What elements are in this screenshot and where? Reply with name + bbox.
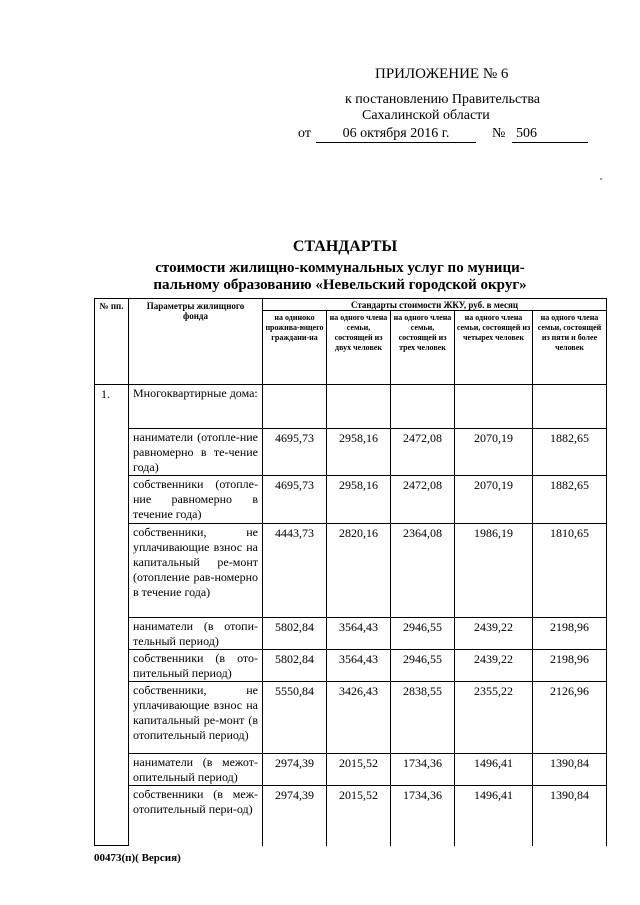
number-label: № bbox=[492, 126, 506, 141]
cell-five-plus: 2126,96 bbox=[533, 682, 607, 754]
row-label: собственники (в меж-отопительный пери-од) bbox=[129, 786, 263, 846]
cell-five-plus: 1882,65 bbox=[533, 429, 607, 476]
document-version: 00473(п)( Версия) bbox=[94, 852, 181, 864]
cell-five-plus: 2198,96 bbox=[533, 618, 607, 650]
table-row bbox=[95, 786, 607, 846]
header-col-two: на одного члена семьи, состоящей из двух человек bbox=[327, 311, 391, 385]
cell-four: 1496,41 bbox=[455, 754, 533, 786]
cell-two: 2958,16 bbox=[327, 429, 391, 476]
cell-four: 2439,22 bbox=[455, 618, 533, 650]
subtitle-line-1: стоимости жилищно-коммунальных услуг по муници- bbox=[155, 260, 525, 276]
cell-four: 1496,41 bbox=[455, 786, 533, 846]
decree-number: 506 bbox=[512, 126, 588, 143]
table-row bbox=[95, 524, 607, 618]
cell-three: 1734,36 bbox=[391, 786, 455, 846]
cell-two: 2820,16 bbox=[327, 524, 391, 618]
header-col-five-plus: на одного члена семьи, состоящей из пяти и более человек bbox=[533, 311, 607, 385]
cell-single: 2974,39 bbox=[263, 786, 327, 846]
cell-two: 2015,52 bbox=[327, 754, 391, 786]
table-row bbox=[95, 650, 607, 682]
header-col-single: на одиноко прожива-ющего граждани-на bbox=[263, 311, 327, 385]
row-label: наниматели (в отопи-тельный период) bbox=[129, 618, 263, 650]
cell-five-plus: 2198,96 bbox=[533, 650, 607, 682]
date-from-label: от bbox=[298, 126, 311, 141]
appendix-region-line: Сахалинской области bbox=[362, 108, 490, 123]
cell-four: 1986,19 bbox=[455, 524, 533, 618]
cell-single: 5802,84 bbox=[263, 618, 327, 650]
row-label: наниматели (отопле-ние равномерно в те-чение года) bbox=[129, 429, 263, 476]
header-params: Параметры жилищного фонда bbox=[129, 299, 263, 385]
cell-four: 2070,19 bbox=[455, 429, 533, 476]
header-col-three: на одного члена семьи, состоящей из трех человек bbox=[391, 311, 455, 385]
document-subtitle bbox=[130, 260, 550, 294]
appendix-title: ПРИЛОЖЕНИЕ № 6 bbox=[375, 66, 509, 82]
header-col-four: на одного члена семьи, состоящей из четырех человек bbox=[455, 311, 533, 385]
standards-table bbox=[94, 298, 607, 846]
cell-three: 2946,55 bbox=[391, 650, 455, 682]
table-row bbox=[95, 618, 607, 650]
table-row bbox=[95, 754, 607, 786]
cell-single: 5550,84 bbox=[263, 682, 327, 754]
cell-single: 4695,73 bbox=[263, 476, 327, 524]
cell-two: 2958,16 bbox=[327, 476, 391, 524]
cell-single: 5802,84 bbox=[263, 650, 327, 682]
cell-five-plus: 1390,84 bbox=[533, 786, 607, 846]
appendix-decree-line: к постановлению Правительства bbox=[345, 92, 541, 107]
header-group: Стандарты стоимости ЖКУ, руб. в месяц bbox=[263, 299, 607, 311]
table-row bbox=[95, 476, 607, 524]
cell-three: 2946,55 bbox=[391, 618, 455, 650]
row-label: собственники (в ото-пительный период) bbox=[129, 650, 263, 682]
cell-single: 2974,39 bbox=[263, 754, 327, 786]
row-label: собственники (отопле-ние равномерно в течение года) bbox=[129, 476, 263, 524]
cell-three: 2838,55 bbox=[391, 682, 455, 754]
table-row bbox=[95, 429, 607, 476]
cell-four: 2070,19 bbox=[455, 476, 533, 524]
cell-three: 1734,36 bbox=[391, 754, 455, 786]
cell-single: 4443,73 bbox=[263, 524, 327, 618]
cell-three: 2472,08 bbox=[391, 429, 455, 476]
cell-three: 2472,08 bbox=[391, 476, 455, 524]
subtitle-line-2: пальному образованию «Невельский городской округ» bbox=[153, 277, 527, 293]
header-num: № пп. bbox=[95, 299, 129, 385]
cell-two: 3564,43 bbox=[327, 650, 391, 682]
cell-five-plus: 1390,84 bbox=[533, 754, 607, 786]
row-label: собственники, не уплачивающие взнос на капитальный ре-монт (отопление рав-номерно в течение года) bbox=[129, 524, 263, 618]
cell-two: 3426,43 bbox=[327, 682, 391, 754]
cell-five-plus: 1882,65 bbox=[533, 476, 607, 524]
cell-three: 2364,08 bbox=[391, 524, 455, 618]
section-label: Многоквартирные дома: bbox=[129, 385, 263, 429]
cell-two: 3564,43 bbox=[327, 618, 391, 650]
decree-date: 06 октября 2016 г. bbox=[316, 126, 476, 143]
cell-four: 2355,22 bbox=[455, 682, 533, 754]
table-row-section bbox=[95, 385, 607, 429]
row-label: собственники, не уплачивающие взнос на капитальный ре-монт (в отопительный период) bbox=[129, 682, 263, 754]
section-number: 1. bbox=[95, 385, 129, 846]
table-row bbox=[95, 682, 607, 754]
cell-two: 2015,52 bbox=[327, 786, 391, 846]
cell-single: 4695,73 bbox=[263, 429, 327, 476]
document-title: СТАНДАРТЫ bbox=[292, 238, 398, 255]
scan-speck bbox=[600, 178, 602, 180]
cell-five-plus: 1810,65 bbox=[533, 524, 607, 618]
row-label: наниматели (в межот-опительный период) bbox=[129, 754, 263, 786]
cell-four: 2439,22 bbox=[455, 650, 533, 682]
